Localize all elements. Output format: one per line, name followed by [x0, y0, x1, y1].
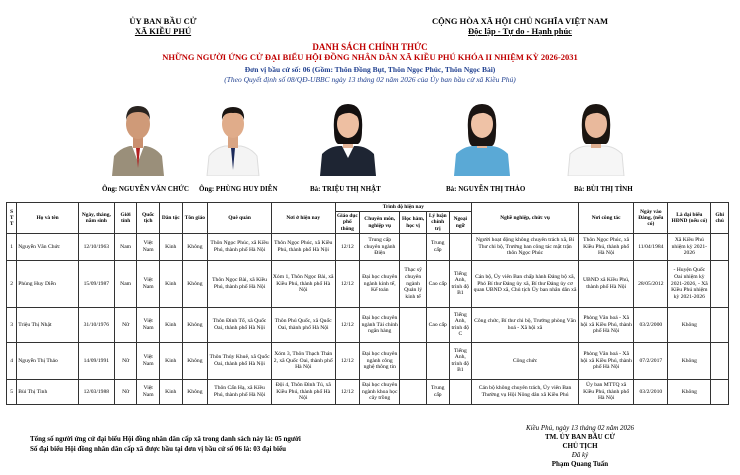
cell-note	[711, 233, 729, 260]
cell-workplace: UBND xã Kiều Phú, thành phố Hà Nội	[578, 260, 633, 307]
authority-commune: XÃ KIỀU PHÚ	[134, 26, 192, 36]
cell-residence: Đội 4, Thôn Đình Tú, xã Kiều Phú, thành phố Hà Nội	[271, 379, 335, 404]
cell-hdnd: - Huyện Quốc Oai nhiệm kỳ 2021-2026, - Xã Kiều Phú nhiệm kỳ 2021-2026	[668, 260, 711, 307]
cell-language: Tiếng Anh, trình độ B1	[449, 342, 472, 379]
header-party-date: Ngày vào Đảng, (nếu có)	[634, 203, 668, 234]
summary-seats: Số đại biểu Hội đồng nhân dân cấp xã được bầu tại đơn vị bầu cử số 06 là: 03 đại biểu	[30, 445, 286, 453]
cell-dob: 15/09/1987	[78, 260, 114, 307]
cell-politics	[426, 342, 449, 379]
cell-name: Phùng Huy Diễn	[17, 260, 79, 307]
cell-professional: Đại học chuyên ngành công nghệ thông tin	[360, 342, 400, 379]
cell-language	[449, 233, 472, 260]
header-dob: Ngày, tháng, năm sinh	[78, 203, 114, 234]
national-motto	[400, 16, 640, 36]
cell-residence: Xóm 3, Thôn Thạch Thán 2, xã Quốc Oai, thành phố Hà Nội	[271, 342, 335, 379]
cell-religion: Không	[182, 342, 208, 379]
header-note: Ghi chú	[711, 203, 729, 234]
header-hdnd: Là đại biểu HĐND (nếu có)	[668, 203, 711, 234]
header-workplace: Nơi công tác	[578, 203, 633, 234]
cell-professional: Đại học chuyên ngành khoa học cây trồng	[360, 379, 400, 404]
cell-party-date: 11/04/1984	[634, 233, 668, 260]
cell-hdnd: Không	[668, 307, 711, 342]
cell-general-education: 12/12	[335, 307, 360, 342]
cell-hometown: Thôn Đình Tổ, xã Quốc Oai, thành phố Hà Nội	[208, 307, 272, 342]
cell-party-date: 28/05/2012	[634, 260, 668, 307]
cell-religion: Không	[182, 379, 208, 404]
signature-block	[470, 424, 690, 469]
cell-ethnicity: Kinh	[159, 379, 182, 404]
cell-general-education: 12/12	[335, 379, 360, 404]
table-row	[7, 233, 729, 260]
cell-note	[711, 260, 729, 307]
cell-stt: 4	[7, 342, 17, 379]
motto: Độc lập - Tự do - Hạnh phúc	[468, 26, 572, 36]
cell-religion: Không	[182, 260, 208, 307]
cell-stt: 1	[7, 233, 17, 260]
cell-religion: Không	[182, 233, 208, 260]
cell-language: Tiếng Anh, trình độ C	[449, 307, 472, 342]
electoral-unit: Đơn vị bầu cử số: 06 (Gồm: Thôn Đồng Bụt, Thôn Ngọc Phúc, Thôn Ngọc Bài)	[244, 65, 496, 74]
candidate-photo	[452, 92, 512, 176]
cell-residence: Thôn Ngọc Phúc, xã Kiều Phú, thành phố Hà Nội	[271, 233, 335, 260]
cell-politics: Cao cấp	[426, 260, 449, 307]
document-subtitle: NHỮNG NGƯỜI ỨNG CỬ ĐẠI BIỂU HỘI ĐỒNG NHÂN DÂN XÃ KIỀU PHÚ KHÓA II NHIỆM KỲ 2026-2031	[162, 52, 578, 62]
signer-role: CHỦ TỊCH	[562, 442, 598, 450]
cell-ethnicity: Kinh	[159, 342, 182, 379]
place-date: Kiều Phú, ngày 13 tháng 02 năm 2026	[525, 424, 635, 432]
cell-name: Triệu Thị Nhật	[17, 307, 79, 342]
cell-nationality: Việt Nam	[137, 260, 160, 307]
cell-ethnicity: Kinh	[159, 307, 182, 342]
cell-professional: Trung cấp chuyên ngành Điện	[360, 233, 400, 260]
header-stt: S T T	[7, 203, 17, 234]
cell-politics: Cao cấp	[426, 307, 449, 342]
cell-party-date: 03/2/2010	[634, 379, 668, 404]
cell-ethnicity: Kinh	[159, 233, 182, 260]
candidate-photo	[318, 92, 378, 176]
cell-residence: Thôn Phú Quốc, xã Quốc Oai, thành phố Hà Nội	[271, 307, 335, 342]
header-sex: Giới tính	[114, 203, 137, 234]
cell-professional: Đại học chuyên ngành Tài chính ngân hàng	[360, 307, 400, 342]
cell-name: Bùi Thị Tình	[17, 379, 79, 404]
cell-politics: Trung cấp	[426, 233, 449, 260]
country-name: CỘNG HÒA XÃ HỘI CHỦ NGHĨA VIỆT NAM	[431, 16, 609, 26]
cell-general-education: 12/12	[335, 260, 360, 307]
signer-name: Phạm Quang Tuấn	[551, 460, 609, 468]
cell-hometown: Thôn Ngọc Bài, xã Kiều Phú, thành phố Hà Nội	[208, 260, 272, 307]
candidate-photo	[566, 92, 626, 176]
cell-sex: Nam	[114, 233, 137, 260]
header-job: Nghề nghiệp, chức vụ	[472, 203, 579, 234]
header-politics: Lý luận chính trị	[426, 212, 449, 234]
cell-note	[711, 342, 729, 379]
cell-sex: Nữ	[114, 307, 137, 342]
header-name: Họ và tên	[17, 203, 79, 234]
cell-job: Cán bộ không chuyên trách, Ủy viên Ban Thường vụ Hội Nông dân xã Kiều Phú	[472, 379, 579, 404]
cell-degree	[400, 342, 427, 379]
cell-party-date: 07/2/2017	[634, 342, 668, 379]
header-residence: Nơi ở hiện nay	[271, 203, 335, 234]
signing-authority: TM. ỦY BAN BẦU CỬ	[544, 433, 616, 441]
cell-workplace: Phòng Văn hoá - Xã hội xã Kiều Phú, thành phố Hà Nội	[578, 307, 633, 342]
header-nationality: Quốc tịch	[137, 203, 160, 234]
decision-reference: (Theo Quyết định số 08/QĐ-UBBC ngày 13 tháng 02 năm 2026 của Ủy ban bầu cử xã Kiều Phú)	[224, 75, 516, 84]
cell-nationality: Việt Nam	[137, 307, 160, 342]
cell-hdnd: Không	[668, 342, 711, 379]
photo-caption: Ông: NGUYỄN VĂN CHỨC	[102, 185, 189, 193]
header-general-education: Giáo dục phổ thông	[336, 213, 358, 232]
cell-degree	[400, 379, 427, 404]
document-title: DANH SÁCH CHÍNH THỨC	[312, 42, 428, 52]
cell-note	[711, 307, 729, 342]
candidate-photo	[203, 92, 263, 176]
table-row	[7, 342, 729, 379]
cell-stt: 3	[7, 307, 17, 342]
photo-caption: Ông: PHÙNG HUY DIỄN	[199, 185, 278, 193]
cell-hometown: Thôn Cấn Hạ, xã Kiều Phú, thành phố Hà Nội	[208, 379, 272, 404]
header-religion: Tôn giáo	[182, 203, 208, 234]
cell-job: Công chức, Bí thư chi bộ, Trưởng phòng Văn hoá - Xã hội xã	[472, 307, 579, 342]
issuing-authority	[98, 16, 228, 36]
cell-job: Người hoạt động không chuyên trách xã, Bí Thư chi bộ, Trưởng ban công tác mặt trận thôn Ngọc Phúc	[472, 233, 579, 260]
cell-dob: 12/03/1988	[78, 379, 114, 404]
cell-residence: Xóm 1, Thôn Ngọc Bài, xã Kiều Phú, thành phố Hà Nội	[271, 260, 335, 307]
cell-general-education: 12/12	[335, 233, 360, 260]
cell-job: Công chức	[472, 342, 579, 379]
table-row	[7, 379, 729, 404]
photo-caption: Bà: BÙI THỊ TÌNH	[574, 185, 633, 193]
cell-dob: 31/10/1976	[78, 307, 114, 342]
header-degree: Học hàm, học vị	[400, 212, 427, 234]
cell-dob: 14/09/1991	[78, 342, 114, 379]
candidate-photo	[108, 92, 168, 176]
photo-caption: Bà: TRIỆU THỊ NHẬT	[310, 185, 381, 193]
cell-religion: Không	[182, 307, 208, 342]
cell-degree	[400, 233, 427, 260]
authority-name: ỦY BAN BẦU CỬ	[129, 16, 197, 26]
cell-general-education: 12/12	[335, 342, 360, 379]
cell-workplace: Phòng Văn hoá - Xã hội xã Kiều Phú, thành phố Hà Nội	[578, 342, 633, 379]
header-language: Ngoại ngữ	[449, 212, 472, 234]
cell-hometown: Thôn Ngọc Phúc, xã Kiều Phú, thành phố Hà Nội	[208, 233, 272, 260]
cell-stt: 2	[7, 260, 17, 307]
cell-dob: 12/10/1963	[78, 233, 114, 260]
table-row	[7, 260, 729, 307]
cell-workplace: Ủy ban MTTQ xã Kiều Phú, thành phố Hà Nội	[578, 379, 633, 404]
summary-total-candidates: Tổng số người ứng cử đại biểu Hội đồng nhân dân cấp xã trong danh sách này là: 05 người	[30, 435, 301, 443]
cell-name: Nguyễn Văn Chức	[17, 233, 79, 260]
cell-language: Tiếng Anh, trình độ B1	[449, 260, 472, 307]
cell-language	[449, 379, 472, 404]
cell-sex: Nữ	[114, 342, 137, 379]
cell-professional: Đại học chuyên ngành kinh tế, Kế toán	[360, 260, 400, 307]
cell-workplace: Thôn Ngọc Phúc, xã Kiều Phú, thành phố Hà Nội	[578, 233, 633, 260]
cell-sex: Nữ	[114, 379, 137, 404]
cell-degree	[400, 307, 427, 342]
cell-hometown: Thôn Thủy Khuê, xã Quốc Oai, thành phố Hà Nội	[208, 342, 272, 379]
summary	[30, 434, 301, 454]
cell-sex: Nam	[114, 260, 137, 307]
cell-politics: Trung cấp	[426, 379, 449, 404]
cell-degree: Thạc sỹ chuyên ngành Quản lý kinh tế	[400, 260, 427, 307]
cell-nationality: Việt Nam	[137, 342, 160, 379]
cell-job: Cán bộ, Ủy viên Ban chấp hành Đảng bộ xã, Phó Bí thư Đảng ủy xã, Bí thư Đảng ủy cơ quan UBND xã, Chủ tịch Ủy ban nhân dân xã	[472, 260, 579, 307]
cell-name: Nguyễn Thị Thảo	[17, 342, 79, 379]
cell-nationality: Việt Nam	[137, 233, 160, 260]
cell-note	[711, 379, 729, 404]
header-education-group: Trình độ hiện nay	[335, 203, 472, 212]
cell-hdnd: Xã Kiều Phú nhiệm kỳ 2021-2026	[668, 233, 711, 260]
header-hometown: Quê quán	[208, 203, 272, 234]
header-ethnicity: Dân tộc	[159, 203, 182, 234]
table-row	[7, 307, 729, 342]
cell-party-date: 03/2/2000	[634, 307, 668, 342]
photo-caption: Bà: NGUYỄN THỊ THẢO	[446, 185, 526, 193]
cell-nationality: Việt Nam	[137, 379, 160, 404]
candidate-table	[6, 202, 729, 405]
signed-note: Đã ký	[571, 451, 589, 459]
header-professional: Chuyên môn, nghiệp vụ	[360, 212, 400, 234]
cell-hdnd: Không	[668, 379, 711, 404]
cell-ethnicity: Kinh	[159, 260, 182, 307]
cell-stt: 5	[7, 379, 17, 404]
